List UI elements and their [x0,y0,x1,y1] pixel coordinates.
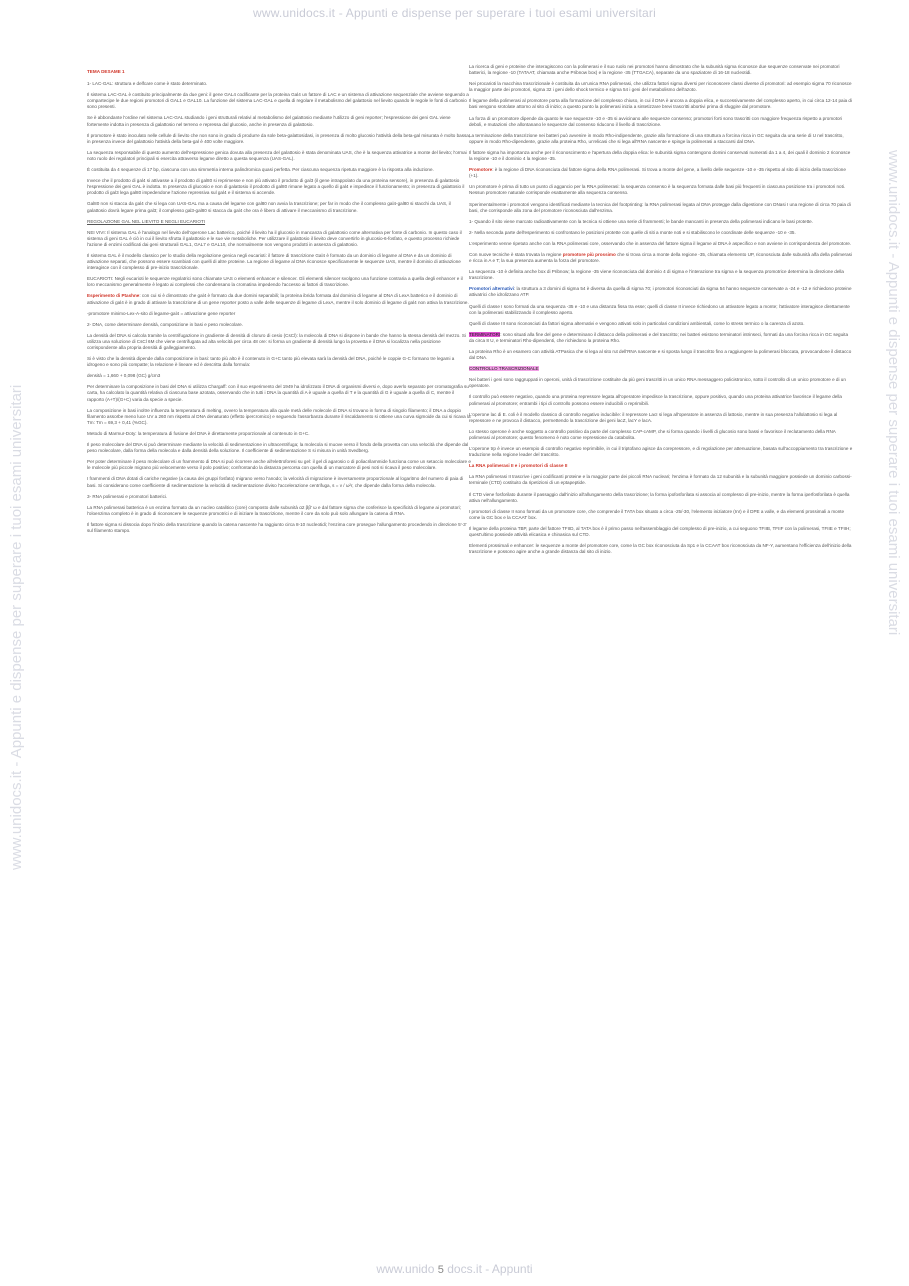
paragraph: Quelli di classe III sono riconosciuti da fattori sigma alternativi e vengono attivati solo in particolari condizioni ambientali, come lo stress termico o la carenza di azoto. [469,320,805,326]
paragraph: La composizione in basi inoltre influenza la temperatura di melting, ovvero la temperatura alla quale metà delle molecole di DNA si trovano in forma di singolo filamento; il DNA a doppio filamento assorbe meno luce UV a 260 nm rispetto al DNA denaturato (effetto ipercromico) e seguendo l'assorbanza durante il riscaldamento si ottiene una curva sigmoide da cui si ricava la Tm: Tm = 69,3 + 0,41 (%GC). [87,407,471,425]
paragraph: Nei procarioti la macchina trascrizionale è costituita da un'unica RNA polimerasi, che utilizza fattori sigma diversi per riconoscere classi diverse di promotori: ad esempio sigma 70 riconosce la maggior parte dei promotori, sigma 32 i geni dello shock termico e sigma 54 i geni del metabolismo dell'azoto. [469,81,852,93]
question-1: 1- LAC-GAL: struttura e delfcare come è stato determinato. [87,81,208,87]
paragraph: I promotori di classe II sono formati da un promotore core, che comprende il TATA box situato a circa -25/-30, l'elemento iniziatore (Inr) e il DPE a valle, e da elementi prossimali a monte come la GC box e la CCAAT box. [469,508,845,520]
up-element-label: promotore più prossimo [562,251,616,257]
paragraph: Per determinare la composizione in basi del DNA si utilizza Chargaff: con il suo esperimento del 1949 ha idrolizzato il DNA di organismi diversi e, dopo averlo separato per cromatografia su carta, ha calcolato la quantità relativa di ciascuna base azotata, osservando che in tutti i DNA la quantità di A è uguale a quella di T e la quantità di G è uguale a quella di C, mentre il rapporto (A+T)/(G+C) varia da specie a specie. [87,384,469,402]
paragraph: 2- Nella seconda parte dell'esperimento si confrontano le posizioni protette con quelle di siti a monte noti e si stabiliscono le coordinate delle sequenze -10 e -35. [469,229,796,235]
paragraph-text: : sono situati alla fine del gene e determinano il distacco della polimerasi e del trascritto; nei batteri esistono terminatori intrinseci, formati da una forcina ricca in GC seguita da circa 8 U, e terminatori Rho-dipendenti, che richiedono la proteina Rho. [469,331,849,343]
formula-line: densità = 1,660 + 0,098 (GC) g/cm3 [87,373,161,379]
terminators-label: TERMINATORI [469,331,501,337]
paragraph-text: : con cui si è dimostrato che gal4 è formato da due domini separabili; la proteina ibrida formata dal dominio di legame al DNA di LexA batterico e il dominio di attivazione di gal4 è in grado di attivare la trascrizione di un gene reporter posto a valle delle sequenze di legame di LexA, mentre il solo dominio di legame di gal4 non attiva la trascrizione. [87,293,469,305]
watermark-left: www.unidocs.it - Appunti e dispense per superare i tuoi esami universitari [8,384,25,870]
question-2: 2- DNA, come determinare densità, composizione in basi e peso molecolare. [87,321,244,327]
paragraph: Il legame della polimerasi al promotore porta alla formazione del complesso chiuso, in cui il DNA è ancora a doppia elica, e successivamente del complesso aperto, in cui circa 12-14 paia di basi vengono srotolate attorno al sito di inizio; a questo punto la polimerasi inizia a sintetizzare brevi trascritti abortivi prima di sfuggire dal promotore. [469,98,853,110]
section-label: CONTROLLO TRASCRIZIONALE [469,366,539,372]
paragraph: Sperimentalmente i promotori vengono identificati mediante la tecnica del footprinting: la RNA polimerasi legata al DNA protegge dalla digestione con DNasi I una regione di circa 70 paia di basi, che corrisponde alla zona del promotore riconosciuta dall'enzima. [469,201,851,213]
paragraph: Un promotore è prima di tutto un punto di aggancio per la RNA polimerasi: la sequenza consenso è la sequenza formata dalle basi più frequenti in ciascuna posizione tra i promotori noti. Nessun promotore naturale corrisponde esattamente alla sequenza consenso. [469,184,846,196]
paragraph: La RNA polimerasi batterica è un enzima formato da un nucleo catalitico (core) composto dalle subunità α2 ββ' ω e dal fattore sigma che conferisce la specificità di legame ai promotori; l'oloenzima completo è in grado di riconoscere le sequenze promotrici e di iniziare la trascrizione, mentre il core da solo può solo allungare la catena di RNA. [87,504,461,516]
alt-promoters-label: Promotori alternativi [469,286,514,292]
subheading: REGOLAZIONE GAL NEL LIEVITO E NEGLI EUCARIOTI [87,218,206,224]
paragraph [87,293,471,305]
paragraph: La forza di un promotore dipende da quanto le sue sequenze -10 e -35 si avvicinano alle sequenze consenso; promotori forti sono trascritti con maggiore frequenza rispetto a promotori deboli, e mutazioni che allontanano le sequenze dal consenso riducono il livello di trascrizione. [469,115,843,127]
watermark-right: www.unidocs.it - Appunti e dispense per superare i tuoi esami universitari [885,150,902,636]
paragraph-text: : la struttura a 3 domini di sigma 54 è diversa da quella di sigma 70; i promotori riconosciuti da sigma 54 hanno sequenze conservate a -24 e -12 e richiedono proteine attivatrici che idrolizzano ATP. [469,286,852,298]
formula-line: -promotore minimo-Lex-A-sito di legame-gal4 = attivazione gene reporter [87,310,236,316]
page-number: 5 [437,1264,444,1276]
paragraph: Se è abbondante l'ordine nel sistema LAC-GAL studiando i geni strutturali relativi al metabolismo del galattosio mediante l'utilizzo di geni reporter; l'espressione dei geni GAL viene fortemente indotta in presenza di galattosio nel terreno e repressa dal glucosio, anche in presenza di galattosio. [87,115,451,127]
paragraph: L'operone trp è invece un esempio di controllo negativo reprimibile, in cui il triptofano agisce da corepressore, e di regolazione per attenuazione, basata sull'accoppiamento tra trascrizione e traduzione nella regione leader del trascritto. [469,446,853,458]
paragraph: Quelli di classe I sono formati da una sequenza -35 e -10 e una distanza fissa tra esse; quelli di classe II invece richiedono un attivatore legato a monte; l'attivatore interagisce direttamente con la polimerasi stabilizzando il complesso aperto. [469,303,850,315]
paragraph: Il sistema LAC-GAL è costituito principalmente da due geni: il gene GAL4 codificante per la proteina Gal4 un fattore di LAC e un sistema di attivazione sequenziale che avviene seguendo a compartecipe le due regioni promotori di GAL1 e GAL10. La funzione del sistema LAC-GAL e quella di regolare il metabolismo del galattosio nel lievito quando le regole le fonti di carbonio sono presenti. [87,92,469,110]
paragraph: Il legame della proteina TBP, parte del fattore TFIID, al TATA box è il primo passo nell'assemblaggio del complesso di pre-inizio, a cui seguono TFIIB, TFIIF con la polimerasi, TFIIE e TFIIH; quest'ultimo possiede attività elicasica e chinasica sul CTD. [469,525,851,537]
paragraph: Il fattore sigma ha importanza anche per il riconoscimento e l'apertura della doppia elica: le subunità sigma contengono domini conservati numerati da 1 a 4, dei quali il dominio 2 riconosce la regione -10 e il dominio 4 la regione -35. [469,149,851,162]
paragraph: Elementi prossimali e enhancer: le sequenze a monte del promotore core, come la GC box riconosciuta da Sp1 e la CCAAT box riconosciuta da NF-Y, aumentano l'efficienza dell'inizio della trascrizione e possono agire anche a grande distanza dal sito di inizio. [469,543,852,555]
paragraph: Il fattore sigma si dissocia dopo l'inizio della trascrizione quando la catena nascente ha raggiunto circa 8-10 nucleotidi; l'enzima core prosegue l'allungamento procedendo in direzione 5'-3' sul filamento stampo. [87,521,467,533]
paragraph: La sequenza responsabile di questo aumento dell'espressione genica dovuta alla presenza del galattosio è stata denominata UAS, che è la sequenza attivatrice a monte del lievito; l'ormai noto ruolo dei regolatori principali si esercita attraverso legame diretto a questa sequenza (UAS-GAL). [87,149,467,161]
paragraph [469,252,853,264]
paragraph: Nei batteri i geni sono raggruppati in operoni, unità di trascrizione costituite da più geni trascritti in un unico RNA messaggero policistronico, sotto il controllo di un unico promotore e di un operatore. [469,377,846,389]
paragraph [469,286,853,298]
paragraph-text: Con nuove tecniche è stata trovata la regione [469,251,562,257]
paragraph: Invece che il prodotto di gal4 si attivasse a il prodotto di gal80 si reprimesse e non più attivato il prodotto di gal3 (il gene intrappolato da una proteina sensore), in presenza di galattosio l'espressione dei geni GAL è indotta. In presenza di glucosio e non di galattosio il prodotto di gal80 rimane legato a quello di gal4 e impedisce il funzionamento; in presenza di galattosio il prodotto di gal3 lega gal80 impedendone l'azione repressiva sul gal4 e il sistema si accende. [87,178,465,196]
footer-left-text: www.unido [376,1262,435,1276]
paragraph: La densità del DNA si calcola tramite la centrifugazione in gradiente di densità di cloruro di cesio (CsCl): la molecola di DNA si dispone in bande che hanno la stessa densità del mezzo. Si utilizza una soluzione di CsCl 6M che viene centrifugata ad alta velocità per circa 48 ore: si forma un gradiente di densità lungo la provetta e il DNA si localizza nella posizione corrispondente alla propria densità di galleggiamento. [87,332,466,350]
paragraph: EUCARIOTI: Negli eucarioti le sequenze regolatrici sono chiamate UAS o elementi enhancer e silencer. Gli elementi silencer svolgono una funzione contraria a quella degli enhancer e il loro meccanismo generalmente è legato ai complessi che condensano la cromatina impedendo l'accesso ai fattori di trascrizione. [87,276,463,288]
paragraph: Metodo di Marmur-Doty: la temperatura di fusione del DNA è direttamente proporzionale al contenuto in G+C. [87,430,310,436]
paragraph: Il controllo può essere negativo, quando una proteina repressore legata all'operatore impedisce la trascrizione, oppure positivo, quando una proteina attivatrice favorisce il legame della polimerasi al promotore; entrambi i tipi di controllo possono essere inducibili o reprimibili. [469,394,842,406]
paragraph [469,167,853,179]
paragraph: La ricerca di geni e proteine che interagiscono con la polimerasi e il suo ruolo nei promotori hanno dimostrato che la subunità sigma riconosce due sequenze conservate nei promotori batterici, la regione -10 (TATAAT, chiamata anche Pribnow box) e la regione -35 (TTGACA), separate da uno spaziatore di 16-18 nucleotidi. [469,64,840,76]
paragraph: La terminazione della trascrizione nei batteri può avvenire in modo Rho-indipendente, grazie alla formazione di una struttura a forcina ricca in GC seguita da una serie di U nel trascritto, oppure in modo Rho-dipendente, grazie alla proteina Rho, un'elicasi che si lega all'RNA nascente e spinge la polimerasi a staccarsi dal DNA. [469,132,844,144]
paragraph: Il peso molecolare del DNA si può determinare mediante la velocità di sedimentazione in ultracentrifuga; la molecola si muove verso il fondo della provetta con una velocità che dipende dal peso molecolare, dalla forma della molecola e dalla densità della soluzione. Il coefficiente di sedimentazione S si misura in unità Svedberg. [87,442,469,454]
promoter-label: Promotore [469,167,493,173]
paragraph: Il sistema GAL è il modello classico per lo studio della regolazione genica negli eucarioti: il fattore di trascrizione Gal4 è formato da un dominio di legame al DNA e da un dominio di attivazione separati, che possono essere scambiati con quelli di altre proteine. La regione di legame al DNA riconosce specificamente le sequenze UAS, mentre il dominio di attivazione interagisce con il complesso di pre-inizio trascrizionale. [87,252,461,271]
right-column [469,64,853,560]
paragraph: NEI VIVI: Il sistema GAL è l'analogo nel lievito dell'operone Lac batterico, poiché il lievito ha il glucosio in mancanza di galattosio come alternativa per fonte di carbonio. In questo caso il sistema di geni GAL è ciò in cui il lievito sfrutta il galattosio e le sue vie metaboliche. Per utilizzare il galattosio il lievito deve convertirlo in glucosio-6-fosfato, e questo processo richiede l'azione di enzimi codificati dai geni strutturali GAL1, GAL7 e GAL10, che normalmente non vengono prodotti in assenza di galattosio. [87,229,462,247]
paragraph: Per poter determinare il peso molecolare di un frammento di DNA si può ricorrere anche all'elettroforesi su gel: il gel di agarosio o di poliacrilammide funziona come un setaccio molecolare e le molecole più piccole migrano più velocemente verso il polo positivo; confrontando la distanza percorsa con quella di un marcatore di pesi noti si ricava il peso molecolare. [87,459,471,471]
paragraph: Gal80 non si stacca da gal4 che si lega con UAS-GAL ma a causa del legame con gal80 non avvia la trascrizione; per far in modo che il complesso gal4-gal80 si stacchi da UAS, il galattosio dovrà legare prima gal3; il complesso gal3-gal80 si stacca da gal4 che ora è libero di attivare il meccanismo di trascrizione. [87,201,451,213]
paragraph: Il CTD viene fosforilato durante il passaggio dall'inizio all'allungamento della trascrizione; la forma ipofosforilata si associa al complesso di pre-inizio, mentre la forma iperfosforilata è quella attiva nell'allungamento. [469,491,850,503]
paragraph: 1- Quando il sito viene marcato radioattivamente con la tecnica si ottiene una serie di frammenti; le bande mancanti in presenza della polimerasi indicano le basi protette. [469,218,813,224]
paragraph: È costituita da 4 sequenze di 17 bp, ciascuna con una simmetria interna palindromica quasi perfetta. Per ciascuna sequenza ripetuta maggiore è la risposta alla induzione. [87,167,434,173]
paragraph: L'operone lac di E. coli è il modello classico di controllo negativo inducibile: il repressore LacI si lega all'operatore in assenza di lattosio, mentre in sua presenza l'allolattosio si lega al repressore e ne provoca il distacco, permettendo la trascrizione dei geni lacZ, lacY e lacA. [469,411,838,423]
paragraph: La proteina Rho è un esamero con attività ATPasica che si lega al sito rut dell'RNA nascente e si sposta lungo il trascritto fino a raggiungere la polimerasi bloccata, provocandone il distacco dal DNA. [469,349,852,361]
experiment-label: Esperimento di Ptashne [87,293,140,299]
footer-right-text: docs.it - Appunti [447,1262,533,1276]
paragraph: I frammenti di DNA dotati di cariche negative (a causa dei gruppi fosfato) migrano verso l'anodo; la velocità di migrazione è inversamente proporzionale al logaritmo del numero di paia di basi. Si considerano come coefficiente di sedimentazione la velocità di sedimentazione diviso l'accelerazione centrifuga, s = v / ω²r, che dipende dalla forma della molecola. [87,476,464,488]
paragraph: Il promotore è stato inoculato nelle cellule di lievito che non sono in grado di produrre da sole beta-galattosidasi, in presenza di molto glucosio l'attività della beta-gal misurata è molto bassa, in presenza invece del galattosio l'attività della beta-gal è 400 volte maggiore. [87,132,471,144]
paragraph: La RNA polimerasi II trascrive i geni codificanti proteine e la maggior parte dei piccoli RNA nucleari; l'enzima è formato da 12 subunità e la subunità maggiore possiede un dominio carbossi-terminale (CTD) costituito da ripetizioni di un eptapeptide. [469,474,852,486]
site-footer [0,1262,909,1276]
paragraph: La sequenza -10 è definita anche box di Pribnow; la regione -35 viene riconosciuta dal dominio 4 di sigma e l'interazione tra sigma e la sequenza promotrice determina la direzione della trascrizione. [469,269,844,281]
paragraph: Si è visto che la densità dipende dalla composizione in basi: tanto più alto è il contenuto in G+C tanto più elevata sarà la densità del DNA, poiché le coppie G-C formano tre legami a idrogeno e sono più compatte; la relazione è lineare ed è descritta dalla formula: [87,356,455,368]
paragraph [469,332,853,344]
question-3: 3- RNA polimerasi e promotori batterici. [87,493,168,499]
document-title: TEMA DESAME 1 [87,69,125,74]
paragraph: L'esperimento venne ripetuto anche con la RNA polimerasi core, osservando che in assenza del fattore sigma il legame al DNA è aspecifico e non avviene in corrispondenza del promotore. [469,240,852,246]
paragraph-text: : è la regione di DNA riconosciuta dal fattore sigma della RNA polimerasi. Si trova a monte del gene, a livello delle sequenze -10 e -35 rispetto al sito di inizio della trascrizione (+1). [469,167,846,179]
paragraph-text: che si trova circa a monte della regione -35, chiamata elemento UP, riconosciuta dalle subunità alfa della polimerasi e ricca in A e T; la sua presenza aumenta la forza del promotore. [469,251,852,264]
left-column [87,64,471,539]
subheading: La RNA polimerasi II e i promotori di classe II [469,463,568,469]
paragraph: Lo stesso operone è anche soggetto a controllo positivo da parte del complesso CAP-cAMP, che si forma quando i livelli di glucosio sono bassi e favorisce il reclutamento della RNA polimerasi al promotore; questo fenomeno è noto come repressione da catabolita. [469,428,836,440]
site-header-url: www.unidocs.it - Appunti e dispense per superare i tuoi esami universitari [253,6,656,20]
